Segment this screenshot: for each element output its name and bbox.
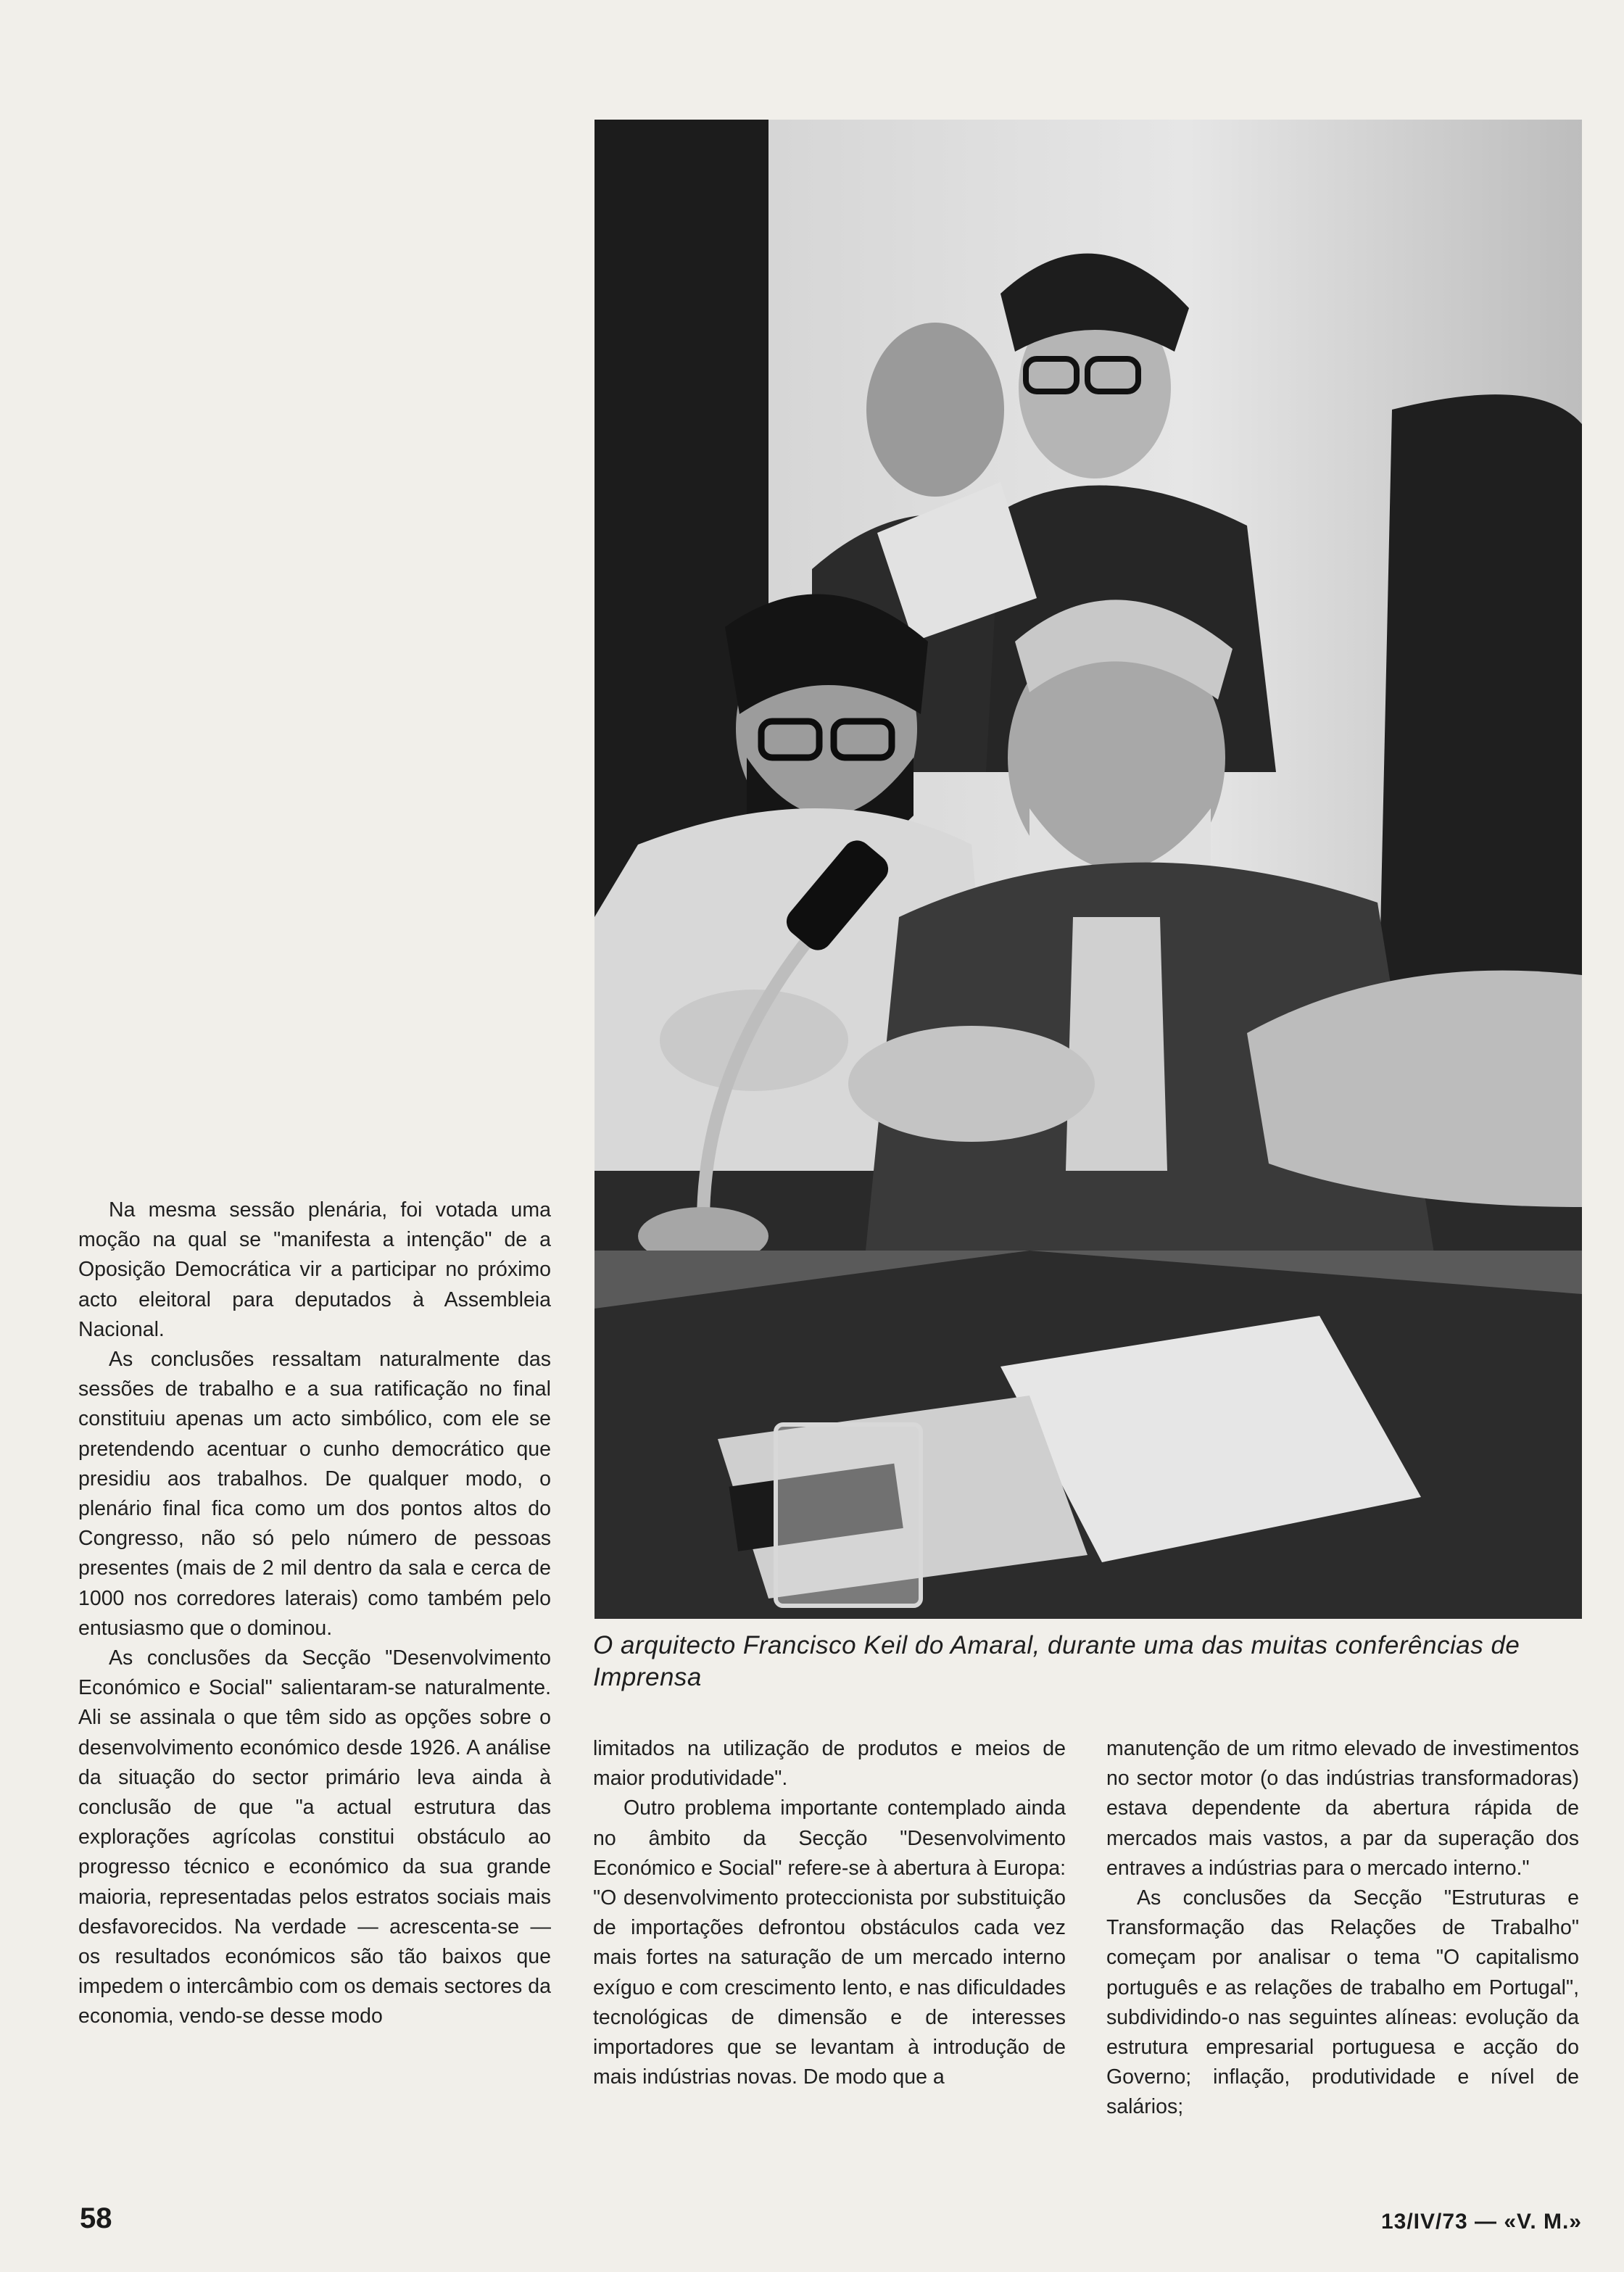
paragraph: Outro problema importante contemplado ainda no âmbito da Secção "Desenvolvimento Económico e Social" refere-se à abertura à Europa: "O desenvolvimento proteccionista por substituição de importações defrontou obstáculos cada vez mais fortes na saturação de um mercado interno exíguo e com crescimento lento, e nas dificuldades tecnológicas de dimensão e de interesses importadores que se levantam à introdução de mais indústrias novas. De modo que a: [593, 1796, 1066, 2089]
article-column-2: [593, 1734, 1066, 2092]
paragraph: limitados na utilização de produtos e meios de maior produtividade".: [593, 1737, 1066, 1791]
issue-reference: 13/IV/73 — «V. M.»: [1380, 2210, 1582, 2234]
article-column-3: [1106, 1734, 1579, 2123]
paragraph: As conclusões da Secção "Desenvolvimento Económico e Social" salientaram-se naturalmente. Ali se assinala o que têm sido as opções sobre o desenvolvimento económico desde 1926. A análise da situação do sector primário leva ainda à conclusão de que "a actual estrutura das explorações agrícolas constitui obstáculo ao progresso técnico e económico da sua grande maioria, representadas pelos estratos sociais mais desfavorecidos. Na verdade — acrescenta-se — os resultados económicos são tão baixos que impedem o intercâmbio com os demais sectores da economia, vendo-se desse modo: [78, 1646, 551, 2028]
paragraph: Na mesma sessão plenária, foi votada uma moção na qual se "manifesta a intenção" de a Oposição Democrática vir a participar no próximo acto eleitoral para deputados à Assembleia Nacional.: [78, 1198, 551, 1341]
page-number: 58: [80, 2202, 112, 2234]
photo-caption: O arquitecto Francisco Keil do Amaral, durante uma das muitas conferências de Imprensa: [593, 1631, 1520, 1691]
paragraph: manutenção de um ritmo elevado de investimentos no sector motor (o das indústrias transformadoras) estava dependente da abertura rápida de mercados mais vastos, a par da superação dos entraves a indústrias para o mercado interno.": [1106, 1737, 1579, 1880]
press-conference-photo: [594, 120, 1582, 1619]
article-column-1: [78, 1195, 551, 2032]
paragraph: As conclusões da Secção "Estruturas e Transformação das Relações de Trabalho" começam por analisar o tema "O capitalismo português e as relações de trabalho em Portugal", subdividindo-o nas seguintes alíneas: evolução da estrutura empresarial portuguesa e acção do Governo; inflação, produtividade e nível de salários;: [1106, 1886, 1579, 2119]
photo-image: [594, 120, 1582, 1619]
paragraph: As conclusões ressaltam naturalmente das sessões de trabalho e a sua ratificação no final constituiu apenas um acto simbólico, com ele se pretendendo acentuar o cunho democrático que presidiu aos trabalhos. De qualquer modo, o plenário final fica como um dos pontos altos do Congresso, não só pelo número de pessoas presentes (mais de 2 mil dentro da sala e cerca de 1000 nos corredores laterais) como também pelo entusiasmo que o dominou.: [78, 1348, 551, 1640]
